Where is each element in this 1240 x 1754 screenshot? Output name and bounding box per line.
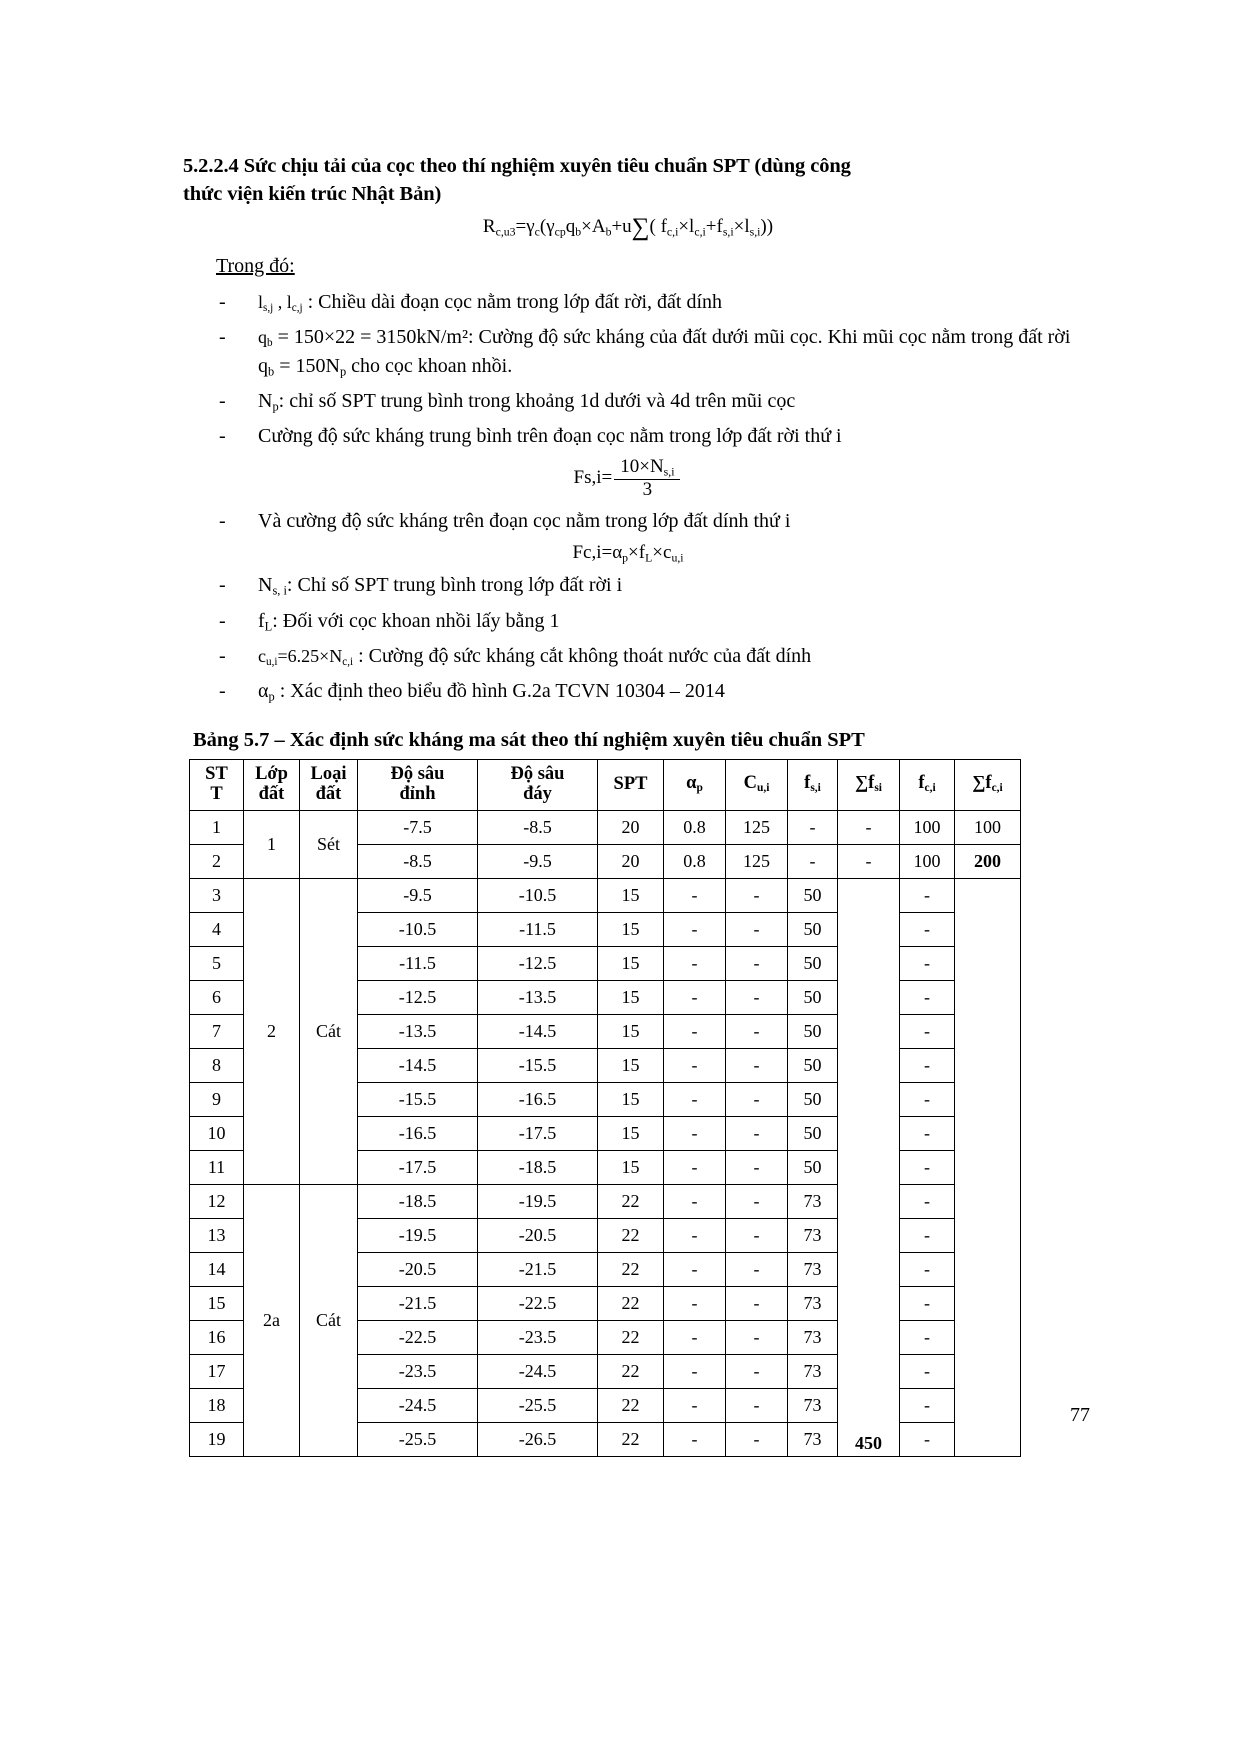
cell-spt: 15 [598,1150,664,1184]
formula-sub-fs: s,i [722,224,734,238]
cell-fs-i: 50 [788,1014,838,1048]
cell-spt: 22 [598,1388,664,1422]
cell-stt: 6 [190,980,244,1014]
cell-fc-i: - [900,1388,955,1422]
cell-cu-i: - [726,1014,788,1048]
formula-rcu3: R [482,215,496,237]
cell-cu-i: - [726,1286,788,1320]
list-item-text: : Chiều dài đoạn cọc nằm trong lớp đất rời, đất dính [302,290,723,313]
cell-do-sau-dinh: -15.5 [358,1082,478,1116]
symbol-np: $N_p$ [258,390,279,414]
cell-do-sau-dinh: -12.5 [358,980,478,1014]
symbol-cui: $c_{u,i}=6.25\times N_{c,i}$ [258,646,354,669]
table-body [190,810,1021,1456]
cell-fs-i: 73 [788,1422,838,1456]
cell-do-sau-day: -12.5 [478,946,598,980]
cell-stt: 3 [190,878,244,912]
formula-sub-cu3: c,u3 [495,224,516,238]
cell-alpha-p: - [664,1388,726,1422]
cell-loai-dat: Sét [300,810,358,878]
formula-sub-qb: b [575,224,582,238]
cell-spt: 22 [598,1252,664,1286]
definition-list-3 [183,571,1073,706]
cell-do-sau-dinh: -8.5 [358,844,478,878]
cell-stt: 4 [190,912,244,946]
symbol-qb: $q_b$ [258,326,273,349]
col-header-sum-fsi: $\sum f_{si}$ [838,759,900,810]
cell-fc-i: - [900,1252,955,1286]
cell-alpha-p: 0.8 [664,810,726,844]
col-header-stt: ST T [190,759,244,810]
cell-stt: 13 [190,1218,244,1252]
cell-do-sau-dinh: -17.5 [358,1150,478,1184]
formula-sub-ab: b [605,224,612,238]
formula-times-ab: ×A [581,215,606,237]
cell-do-sau-day: -8.5 [478,810,598,844]
cell-stt: 7 [190,1014,244,1048]
cell-fc-i: 100 [900,810,955,844]
cell-do-sau-day: -25.5 [478,1388,598,1422]
cell-lop-dat: 2a [244,1184,300,1456]
cell-do-sau-dinh: -18.5 [358,1184,478,1218]
cell-fc-i: - [900,912,955,946]
cell-do-sau-day: -23.5 [478,1320,598,1354]
cell-stt: 9 [190,1082,244,1116]
list-item-text: Cường độ sức kháng trung bình trên đoạn cọc nằm trong lớp đất rời thứ i [258,425,842,448]
cell-alpha-p: - [664,1320,726,1354]
cell-sum-fsi: - [838,844,900,878]
list-item-ls-lc [216,288,1073,317]
table-caption: Bảng 5.7 – Xác định sức kháng ma sát theo thí nghiệm xuyên tiêu chuẩn SPT [193,728,865,751]
formula-plus-fs: +f [705,215,723,237]
bullet-dash: - [219,390,226,413]
bullet-dash: - [219,609,226,632]
cell-loai-dat: Cát [300,878,358,1184]
symbol-alphap: $\alpha_p$ [258,680,275,704]
cell-do-sau-dinh: -11.5 [358,946,478,980]
cell-do-sau-dinh: -13.5 [358,1014,478,1048]
cell-spt: 15 [598,1116,664,1150]
list-item-np [216,387,1073,416]
cell-do-sau-dinh: -20.5 [358,1252,478,1286]
cell-fc-i: - [900,1048,955,1082]
cell-do-sau-day: -9.5 [478,844,598,878]
formula-sub-gc: c [534,224,540,238]
symbol-lsj: $l_{s,j}$ , $l_{c,j}$ [258,291,303,314]
formula-eq: =γ [515,215,535,237]
cell-cu-i: - [726,1218,788,1252]
cell-do-sau-day: -14.5 [478,1014,598,1048]
formula-sub-lc: c,i [694,224,706,238]
formula-sub-gcp: cp [554,224,566,238]
cell-stt: 11 [190,1150,244,1184]
cell-spt: 22 [598,1422,664,1456]
cell-fc-i: - [900,1082,955,1116]
cell-stt: 15 [190,1286,244,1320]
cell-do-sau-dinh: -10.5 [358,912,478,946]
cell-cu-i: - [726,1388,788,1422]
cell-fs-i: 73 [788,1388,838,1422]
cell-spt: 22 [598,1286,664,1320]
cell-spt: 22 [598,1184,664,1218]
cell-do-sau-day: -20.5 [478,1218,598,1252]
where-label: Trong đó: [216,254,295,277]
cell-do-sau-day: -13.5 [478,980,598,1014]
cell-fc-i: - [900,1014,955,1048]
cell-alpha-p: - [664,980,726,1014]
cell-cu-i: 125 [726,844,788,878]
fraction-numerator: $10\times N_{s,i}$ [620,456,675,479]
cell-cu-i: - [726,946,788,980]
list-item-fl [216,607,1073,636]
formula-qb: q [565,215,576,237]
cell-cu-i: 125 [726,810,788,844]
section-heading [183,152,1073,209]
section-heading-line1: 5.2.2.4 Sức chịu tải của cọc theo thí nghiệm xuyên tiêu chuẩn SPT (dùng công [183,155,851,177]
cell-do-sau-dinh: -19.5 [358,1218,478,1252]
cell-stt: 5 [190,946,244,980]
fraction [614,457,680,501]
cell-stt: 1 [190,810,244,844]
sigma-icon: ∑ [631,213,650,241]
col-header-sum-fci: $\sum f_{c,i}$ [955,759,1021,810]
list-item-cuongdo-dinh [216,507,1073,536]
cell-fc-i: - [900,878,955,912]
cell-sum-fsi-merged: 450 [838,878,900,1456]
cell-fs-i: 50 [788,980,838,1014]
cell-do-sau-day: -17.5 [478,1116,598,1150]
table-row [190,810,1021,844]
cell-spt: 20 [598,844,664,878]
spt-friction-table [189,759,1021,1457]
col-header-cu-i: $C_{u,i}$ [726,759,788,810]
cell-do-sau-dinh: -16.5 [358,1116,478,1150]
cell-alpha-p: 0.8 [664,844,726,878]
cell-fs-i: - [788,810,838,844]
cell-do-sau-day: -10.5 [478,878,598,912]
page-number: 77 [1070,1404,1090,1426]
cell-spt: 20 [598,810,664,844]
section-heading-line2: thức viện kiến trúc Nhật Bản) [183,183,442,206]
cell-alpha-p: - [664,1116,726,1150]
bullet-dash: - [219,325,226,348]
cell-fc-i: 100 [900,844,955,878]
bullet-dash: - [219,680,226,703]
cell-loai-dat: Cát [300,1184,358,1456]
cell-cu-i: - [726,878,788,912]
cell-sum-fci: 100 [955,810,1021,844]
cell-fs-i: 50 [788,1116,838,1150]
list-item-cuongdo-roi [216,422,1073,451]
formula-open-paren: (γ [539,215,555,237]
bullet-dash: - [219,510,226,532]
cell-do-sau-dinh: -24.5 [358,1388,478,1422]
cell-alpha-p: - [664,1014,726,1048]
cell-do-sau-dinh: -23.5 [358,1354,478,1388]
cell-alpha-p: - [664,1082,726,1116]
col-header-do-sau-day: Độ sâu đáy [478,759,598,810]
bullet-dash: - [219,425,226,448]
cell-do-sau-day: -18.5 [478,1150,598,1184]
cell-cu-i: - [726,1150,788,1184]
cell-cu-i: - [726,980,788,1014]
cell-fc-i: - [900,1422,955,1456]
cell-spt: 15 [598,1048,664,1082]
formula-times-ls: ×l [733,215,750,237]
cell-do-sau-dinh: -7.5 [358,810,478,844]
bullet-dash: - [219,574,226,597]
cell-spt: 15 [598,946,664,980]
cell-do-sau-dinh: -25.5 [358,1422,478,1456]
symbol-qb-sub: b [268,364,275,379]
list-item-cui [216,642,1073,671]
symbol-np-sub: p [339,364,347,379]
cell-stt: 16 [190,1320,244,1354]
list-item-text: : Cường độ sức kháng cắt không thoát nước của đất dính [353,645,812,668]
cell-fc-i: - [900,980,955,1014]
cell-cu-i: - [726,1354,788,1388]
symbol-nsi: $N_{s, i}$ [258,574,287,598]
bullet-dash: - [219,290,226,313]
cell-fc-i: - [900,1320,955,1354]
cell-alpha-p: - [664,1354,726,1388]
formula-sub-fc: c,i [666,224,679,238]
list-item-text: Và cường độ sức kháng trên đoạn cọc nằm trong lớp đất dính thứ i [258,510,791,532]
cell-fc-i: - [900,1354,955,1388]
list-item-qb [216,323,1073,381]
cell-stt: 2 [190,844,244,878]
cell-fs-i: 73 [788,1184,838,1218]
table-header-row [190,759,1021,810]
col-header-fc-i: $f_{c,i}$ [900,759,955,810]
cell-do-sau-day: -15.5 [478,1048,598,1082]
definition-list-2 [183,507,1073,536]
list-item-text: : chỉ số SPT trung bình trong khoảng 1d dưới và 4d trên mũi cọc [278,390,796,413]
col-header-lop-dat: Lớp đất [244,759,300,810]
list-item-nsi [216,571,1073,600]
table-head [190,759,1021,810]
cell-fc-i: - [900,946,955,980]
cell-stt: 12 [190,1184,244,1218]
cell-do-sau-dinh: -9.5 [358,878,478,912]
list-item-text: = 150×22 = 3150kN/m²: Cường độ sức kháng của đất dưới mũi cọc. Khi mũi cọc nằm trong đất rời q [258,325,1071,377]
cell-fs-i: - [788,844,838,878]
cell-alpha-p: - [664,946,726,980]
cell-do-sau-day: -26.5 [478,1422,598,1456]
cell-stt: 17 [190,1354,244,1388]
cell-cu-i: - [726,1422,788,1456]
cell-fs-i: 73 [788,1218,838,1252]
cell-do-sau-day: -19.5 [478,1184,598,1218]
cell-do-sau-day: -16.5 [478,1082,598,1116]
list-item-text: : Xác định theo biểu đồ hình G.2a TCVN 10304 – 2014 [274,680,725,703]
col-header-loai-dat: Loại đất [300,759,358,810]
cell-alpha-p: - [664,1150,726,1184]
formula-times-lc: ×l [678,215,695,237]
fraction-denominator: 3 [614,479,680,501]
cell-do-sau-day: -24.5 [478,1354,598,1388]
cell-cu-i: - [726,1184,788,1218]
cell-spt: 15 [598,1082,664,1116]
cell-stt: 19 [190,1422,244,1456]
cell-sum-fci: 200 [955,844,1021,878]
cell-fc-i: - [900,1150,955,1184]
main-formula [183,213,1073,243]
formula-fs-lhs: Fs,i= [573,467,613,489]
cell-stt: 18 [190,1388,244,1422]
cell-stt: 8 [190,1048,244,1082]
cell-stt: 14 [190,1252,244,1286]
definition-list [183,288,1073,452]
cell-spt: 22 [598,1354,664,1388]
formula-fc: $Fc,i=\alpha_p\times f_L\times c_{u,i}$ [572,542,684,565]
formula-sub-ls: s,i [749,224,761,238]
cell-fs-i: 73 [788,1286,838,1320]
cell-do-sau-dinh: -14.5 [358,1048,478,1082]
cell-spt: 22 [598,1218,664,1252]
cell-do-sau-day: -21.5 [478,1252,598,1286]
list-item-text: : Chỉ số SPT trung bình trong lớp đất rời i [286,574,623,597]
cell-alpha-p: - [664,1048,726,1082]
cell-do-sau-day: -22.5 [478,1286,598,1320]
formula-fc-term: ( f [649,215,667,237]
cell-fs-i: 73 [788,1354,838,1388]
cell-lop-dat: 2 [244,878,300,1184]
page-content [183,152,1073,1457]
cell-fs-i: 73 [788,1320,838,1354]
list-item-text3: cho cọc khoan nhồi. [346,354,513,377]
cell-do-sau-dinh: -22.5 [358,1320,478,1354]
col-header-fs-i: $f_{s,i}$ [788,759,838,810]
cell-fs-i: 50 [788,1048,838,1082]
cell-fc-i: - [900,1116,955,1150]
cell-spt: 15 [598,878,664,912]
cell-fc-i: - [900,1184,955,1218]
col-header-do-sau-dinh: Độ sâu đỉnh [358,759,478,810]
bullet-dash: - [219,645,226,668]
cell-cu-i: - [726,1320,788,1354]
cell-fs-i: 50 [788,1082,838,1116]
cell-spt: 15 [598,1014,664,1048]
cell-alpha-p: - [664,1286,726,1320]
cell-fs-i: 73 [788,1252,838,1286]
cell-cu-i: - [726,1082,788,1116]
list-item-text: : Đối với cọc khoan nhồi lấy bằng 1 [272,609,560,632]
col-header-alpha-p: $\alpha_p$ [664,759,726,810]
list-item-text2: = 150N [274,354,340,377]
col-header-spt: SPT [598,759,664,810]
list-item-alphap [216,677,1073,706]
cell-alpha-p: - [664,1252,726,1286]
cell-spt: 15 [598,980,664,1014]
formula-close-paren: )) [760,215,774,237]
cell-fs-i: 50 [788,1150,838,1184]
formula-fc-lhs: Fc,i=α [572,542,623,563]
cell-fs-i: 50 [788,878,838,912]
cell-alpha-p: - [664,1218,726,1252]
formula-fs [183,457,1073,501]
cell-fc-i: - [900,1218,955,1252]
cell-fs-i: 50 [788,912,838,946]
cell-fc-i: - [900,1286,955,1320]
cell-cu-i: - [726,1116,788,1150]
cell-do-sau-dinh: -21.5 [358,1286,478,1320]
formula-plus-u: +u [611,215,632,237]
cell-alpha-p: - [664,1184,726,1218]
cell-lop-dat: 1 [244,810,300,878]
cell-sum-fci-merged [955,878,1021,1456]
symbol-fl: $f_L$ [258,609,273,634]
cell-cu-i: - [726,912,788,946]
cell-fs-i: 50 [788,946,838,980]
cell-do-sau-day: -11.5 [478,912,598,946]
cell-alpha-p: - [664,912,726,946]
cell-spt: 22 [598,1320,664,1354]
cell-alpha-p: - [664,1422,726,1456]
table-row [190,878,1021,912]
cell-stt: 10 [190,1116,244,1150]
cell-cu-i: - [726,1252,788,1286]
cell-cu-i: - [726,1048,788,1082]
cell-sum-fsi: - [838,810,900,844]
cell-alpha-p: - [664,878,726,912]
cell-spt: 15 [598,912,664,946]
